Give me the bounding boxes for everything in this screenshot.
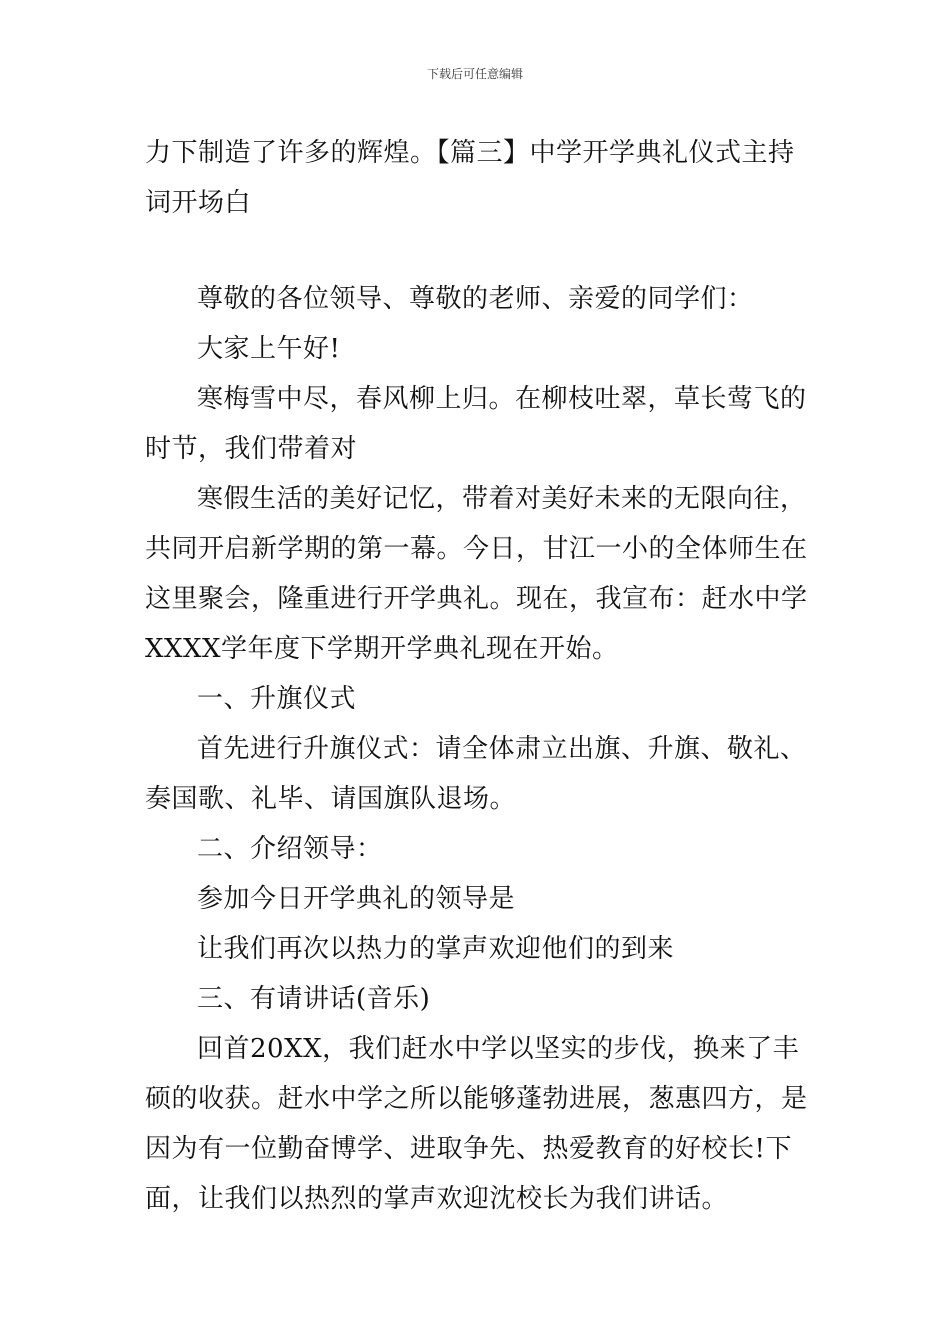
paragraph-continuation-title: 力下制造了许多的辉煌。【篇三】中学开学典礼仪式主持词开场白 xyxy=(145,138,795,218)
paragraph-gap xyxy=(145,228,810,274)
paragraph-announcement: 寒假生活的美好记忆，带着对美好未来的无限向往，共同开启新学期的第一幕。今日，甘江一小的全体师生在这里聚会，隆重进行开学典礼。现在，我宣布：赶水中学XXXX学年度下学期开学典礼现在开始。 xyxy=(145,484,808,664)
paragraph-salutation: 尊敬的各位领导、尊敬的老师、亲爱的同学们： xyxy=(197,284,754,314)
document-body xyxy=(145,128,810,1224)
paragraph-applause: 让我们再次以热力的掌声欢迎他们的到来 xyxy=(197,934,675,964)
paragraph-flag-raising: 首先进行升旗仪式：请全体肃立出旗、升旗、敬礼、奏国歌、礼毕、请国旗队退场。 xyxy=(145,734,807,814)
section-heading-leaders: 二、介绍领导： xyxy=(197,834,383,864)
section-heading-flag-raising: 一、升旗仪式 xyxy=(197,684,357,714)
paragraph-opening: 寒梅雪中尽，春风柳上归。在柳枝吐翠，草长莺飞的时节，我们带着对 xyxy=(145,384,807,464)
section-heading-speech: 三、有请讲话(音乐) xyxy=(197,984,431,1014)
paragraph-leaders: 参加今日开学典礼的领导是 xyxy=(197,884,516,914)
paragraph-speech-intro: 回首20XX，我们赶水中学以坚实的步伐，换来了丰硕的收获。赶水中学之所以能够蓬勃进展，葱惠四方，是因为有一位勤奋博学、进取争先、热爱教育的好校长!下面，让我们以热烈的掌声欢迎沈校长为我们讲话。 xyxy=(145,1034,808,1214)
header-note: 下载后可任意编辑 xyxy=(426,67,523,81)
paragraph-greeting: 大家上午好! xyxy=(197,334,341,364)
